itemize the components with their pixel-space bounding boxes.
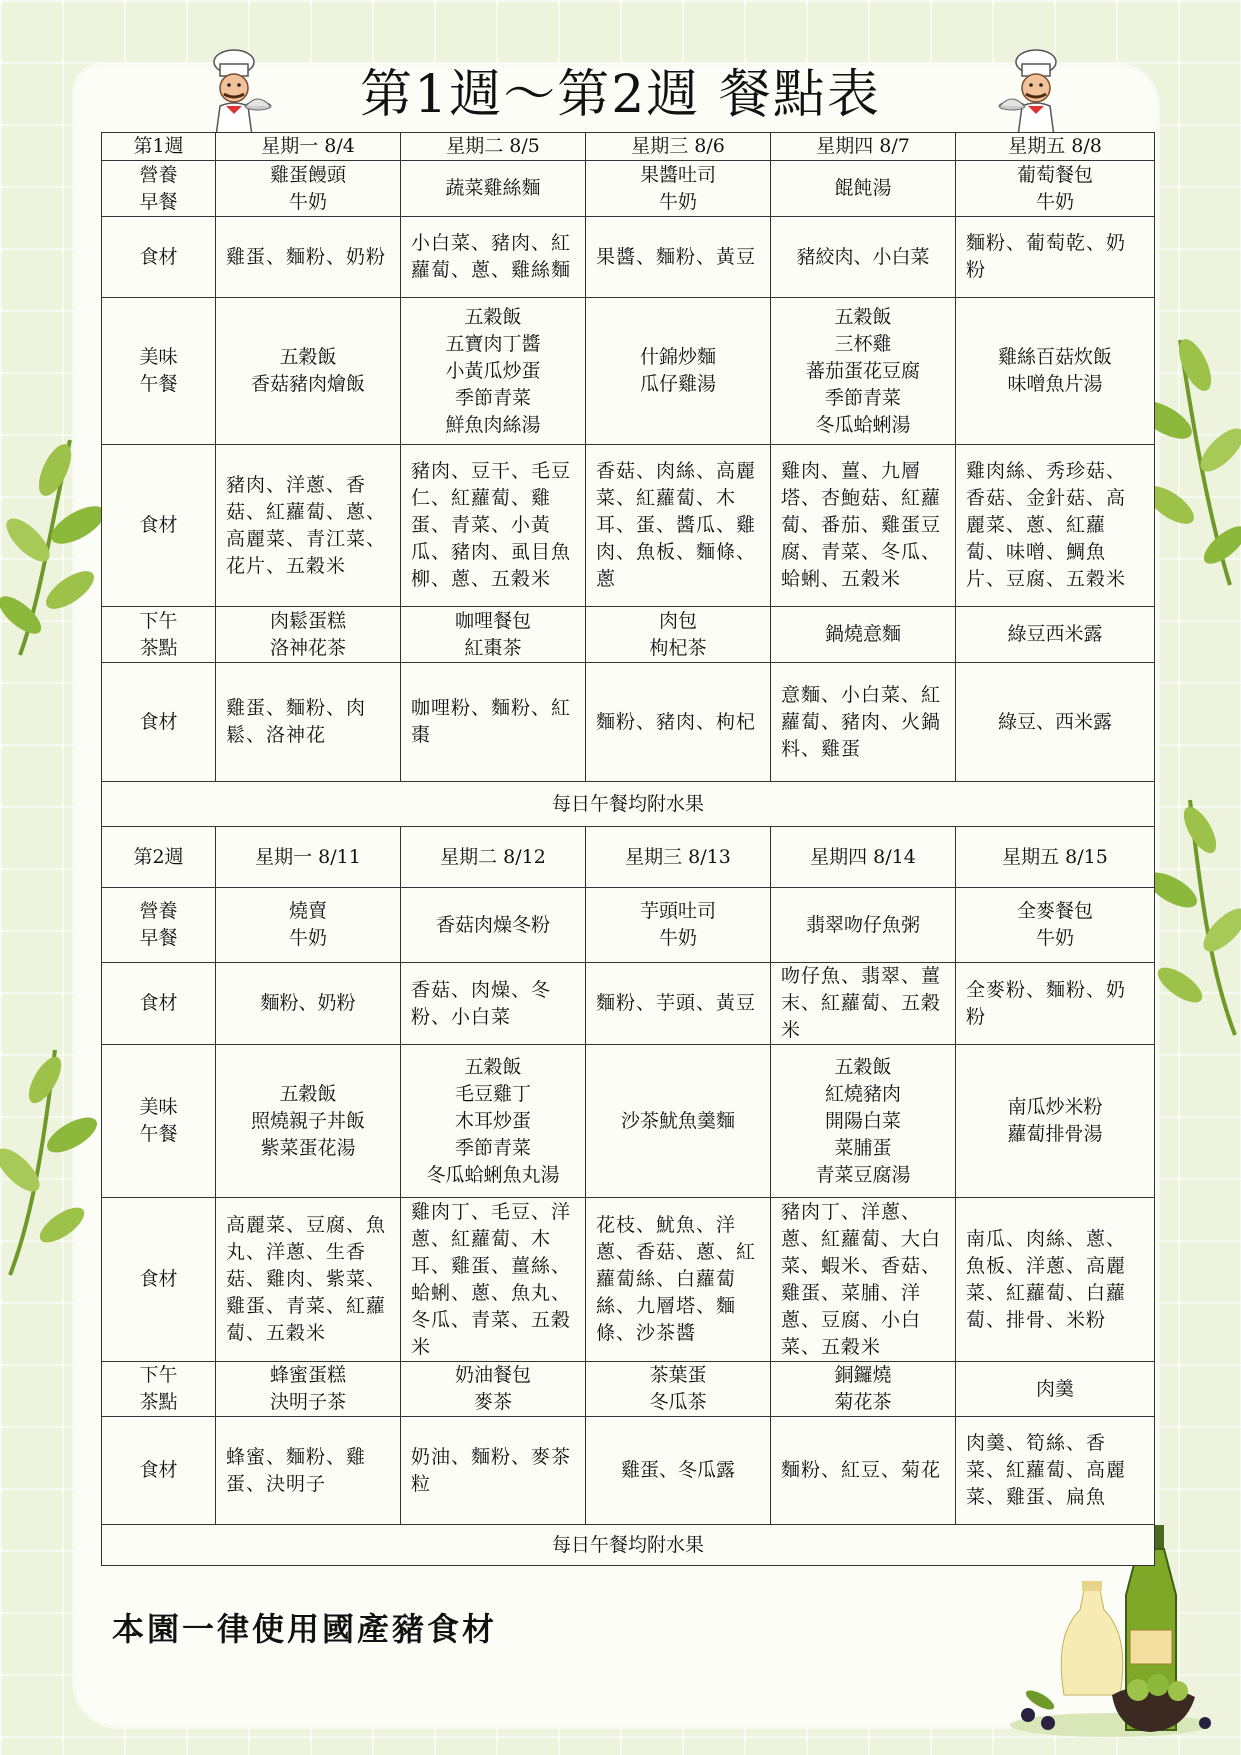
snack-row [102, 607, 1155, 663]
ingredients-cell: 果醬、麵粉、黃豆 [586, 217, 771, 298]
day-header: 星期二 8/5 [401, 133, 586, 161]
row-label: 食材 [102, 1417, 216, 1525]
ingredients-cell: 麵粉、豬肉、枸杞 [586, 663, 771, 782]
ingredients-cell: 雞肉、薑、九層塔、杏鮑菇、紅蘿蔔、番茄、雞蛋豆腐、青菜、冬瓜、蛤蜊、五穀米 [771, 445, 956, 607]
meal-cell: 雞蛋饅頭 牛奶 [216, 161, 401, 217]
ingredients-row [102, 1417, 1155, 1525]
ingredients-cell: 麵粉、奶粉 [216, 963, 401, 1045]
meal-cell: 餛飩湯 [771, 161, 956, 217]
meal-cell: 蜂蜜蛋糕 決明子茶 [216, 1362, 401, 1417]
meal-cell: 全麥餐包 牛奶 [956, 888, 1155, 963]
meal-cell: 肉羹 [956, 1362, 1155, 1417]
meal-cell: 南瓜炒米粉 蘿蔔排骨湯 [956, 1045, 1155, 1198]
ingredients-cell: 意麵、小白菜、紅蘿蔔、豬肉、火鍋料、雞蛋 [771, 663, 956, 782]
day-header: 星期三 8/13 [586, 827, 771, 888]
row-label: 美味 午餐 [102, 298, 216, 445]
meal-cell: 五穀飯 香菇豬肉燴飯 [216, 298, 401, 445]
day-header: 星期五 8/15 [956, 827, 1155, 888]
meal-cell: 雞絲百菇炊飯 味噌魚片湯 [956, 298, 1155, 445]
day-header: 星期一 8/11 [216, 827, 401, 888]
ingredients-cell: 雞肉丁、毛豆、洋蔥、紅蘿蔔、木耳、雞蛋、薑絲、蛤蜊、蔥、魚丸、冬瓜、青菜、五穀米 [401, 1198, 586, 1362]
ingredients-cell: 全麥粉、麵粉、奶粉 [956, 963, 1155, 1045]
day-header: 星期二 8/12 [401, 827, 586, 888]
day-header: 星期四 8/14 [771, 827, 956, 888]
week-label: 第2週 [102, 827, 216, 888]
meal-cell: 銅鑼燒 菊花茶 [771, 1362, 956, 1417]
ingredients-cell: 小白菜、豬肉、紅蘿蔔、蔥、雞絲麵 [401, 217, 586, 298]
meal-cell: 五穀飯 三杯雞 蕃茄蛋花豆腐 季節青菜 冬瓜蛤蜊湯 [771, 298, 956, 445]
meal-cell: 香菇肉燥冬粉 [401, 888, 586, 963]
day-header: 星期四 8/7 [771, 133, 956, 161]
meal-cell: 奶油餐包 麥茶 [401, 1362, 586, 1417]
week-label: 第1週 [102, 133, 216, 161]
ingredients-cell: 豬肉丁、洋蔥、蔥、紅蘿蔔、大白菜、蝦米、香菇、雞蛋、菜脯、洋蔥、豆腐、小白菜、五穀米 [771, 1198, 956, 1362]
ingredients-cell: 香菇、肉燥、冬粉、小白菜 [401, 963, 586, 1045]
meal-cell: 蔬菜雞絲麵 [401, 161, 586, 217]
row-label: 營養 早餐 [102, 888, 216, 963]
ingredients-row [102, 963, 1155, 1045]
ingredients-cell: 豬絞肉、小白菜 [771, 217, 956, 298]
meal-cell: 芋頭吐司 牛奶 [586, 888, 771, 963]
day-header: 星期一 8/4 [216, 133, 401, 161]
leaf-branch-left-icon [0, 430, 110, 660]
meal-cell: 翡翠吻仔魚粥 [771, 888, 956, 963]
ingredients-cell: 咖哩粉、麵粉、紅棗 [401, 663, 586, 782]
week-header-row [102, 827, 1155, 888]
ingredients-cell: 豬肉、洋蔥、香菇、紅蘿蔔、蔥、高麗菜、青江菜、花片、五穀米 [216, 445, 401, 607]
row-label: 食材 [102, 963, 216, 1045]
meal-cell: 咖哩餐包 紅棗茶 [401, 607, 586, 663]
meal-cell: 什錦炒麵 瓜仔雞湯 [586, 298, 771, 445]
fruit-note: 每日午餐均附水果 [102, 782, 1155, 827]
meal-cell: 果醬吐司 牛奶 [586, 161, 771, 217]
ingredients-cell: 南瓜、肉絲、蔥、魚板、洋蔥、高麗菜、紅蘿蔔、白蘿蔔、排骨、米粉 [956, 1198, 1155, 1362]
note-row [102, 1525, 1155, 1566]
ingredients-cell: 雞蛋、麵粉、肉鬆、洛神花 [216, 663, 401, 782]
leaf-branch-left-lower-icon [0, 1040, 100, 1280]
pork-origin-notice: 本園一律使用國產豬食材 [112, 1610, 498, 1648]
ingredients-cell: 肉羹、筍絲、香菜、紅蘿蔔、高麗菜、雞蛋、扁魚 [956, 1417, 1155, 1525]
leaf-branch-right-icon [1140, 330, 1241, 590]
breakfast-row [102, 888, 1155, 963]
lunch-row [102, 1045, 1155, 1198]
ingredients-cell: 麵粉、葡萄乾、奶粉 [956, 217, 1155, 298]
ingredients-cell: 奶油、麵粉、麥茶粒 [401, 1417, 586, 1525]
meal-cell: 葡萄餐包 牛奶 [956, 161, 1155, 217]
meal-cell: 五穀飯 五寶肉丁醬 小黃瓜炒蛋 季節青菜 鮮魚肉絲湯 [401, 298, 586, 445]
row-label: 美味 午餐 [102, 1045, 216, 1198]
ingredients-cell: 花枝、魷魚、洋蔥、香菇、蔥、紅蘿蔔絲、白蘿蔔絲、九層塔、麵條、沙茶醬 [586, 1198, 771, 1362]
ingredients-cell: 豬肉、豆干、毛豆仁、紅蘿蔔、雞蛋、青菜、小黃瓜、豬肉、虱目魚柳、蔥、五穀米 [401, 445, 586, 607]
ingredients-row [102, 445, 1155, 607]
day-header: 星期三 8/6 [586, 133, 771, 161]
row-label: 下午 茶點 [102, 607, 216, 663]
ingredients-cell: 雞蛋、冬瓜露 [586, 1417, 771, 1525]
meal-cell: 綠豆西米露 [956, 607, 1155, 663]
ingredients-cell: 蜂蜜、麵粉、雞蛋、決明子 [216, 1417, 401, 1525]
meal-cell: 燒賣 牛奶 [216, 888, 401, 963]
ingredients-cell: 麵粉、紅豆、菊花 [771, 1417, 956, 1525]
row-label: 下午 茶點 [102, 1362, 216, 1417]
row-label: 食材 [102, 217, 216, 298]
ingredients-cell: 雞肉絲、秀珍菇、香菇、金針菇、高麗菜、蔥、紅蘿蔔、味噌、鯛魚片、豆腐、五穀米 [956, 445, 1155, 607]
fruit-note: 每日午餐均附水果 [102, 1525, 1155, 1566]
row-label: 食材 [102, 1198, 216, 1362]
ingredients-row [102, 217, 1155, 298]
ingredients-cell: 雞蛋、麵粉、奶粉 [216, 217, 401, 298]
meal-cell: 五穀飯 紅燒豬肉 開陽白菜 菜脯蛋 青菜豆腐湯 [771, 1045, 956, 1198]
day-header: 星期五 8/8 [956, 133, 1155, 161]
meal-cell: 五穀飯 毛豆雞丁 木耳炒蛋 季節青菜 冬瓜蛤蜊魚丸湯 [401, 1045, 586, 1198]
week-header-row [102, 133, 1155, 161]
meal-cell: 肉鬆蛋糕 洛神花茶 [216, 607, 401, 663]
ingredients-cell: 吻仔魚、翡翠、薑末、紅蘿蔔、五穀米 [771, 963, 956, 1045]
meal-schedule-table [101, 132, 1155, 1566]
meal-cell: 鍋燒意麵 [771, 607, 956, 663]
meal-cell: 沙茶魷魚羹麵 [586, 1045, 771, 1198]
meal-cell: 茶葉蛋 冬瓜茶 [586, 1362, 771, 1417]
ingredients-row [102, 663, 1155, 782]
lunch-row [102, 298, 1155, 445]
ingredients-cell: 香菇、肉絲、高麗菜、紅蘿蔔、木耳、蛋、醬瓜、雞肉、魚板、麵條、蔥 [586, 445, 771, 607]
row-label: 食材 [102, 445, 216, 607]
meal-cell: 五穀飯 照燒親子丼飯 紫菜蛋花湯 [216, 1045, 401, 1198]
page-title: 第1週～第2週 餐點表 [360, 65, 881, 125]
row-label: 營養 早餐 [102, 161, 216, 217]
meal-cell: 肉包 枸杞茶 [586, 607, 771, 663]
snack-row [102, 1362, 1155, 1417]
ingredients-cell: 綠豆、西米露 [956, 663, 1155, 782]
breakfast-row [102, 161, 1155, 217]
leaf-branch-right-lower-icon [1150, 790, 1241, 1040]
row-label: 食材 [102, 663, 216, 782]
ingredients-cell: 麵粉、芋頭、黃豆 [586, 963, 771, 1045]
ingredients-row [102, 1198, 1155, 1362]
note-row [102, 782, 1155, 827]
ingredients-cell: 高麗菜、豆腐、魚丸、洋蔥、生香菇、雞肉、紫菜、雞蛋、青菜、紅蘿蔔、五穀米 [216, 1198, 401, 1362]
